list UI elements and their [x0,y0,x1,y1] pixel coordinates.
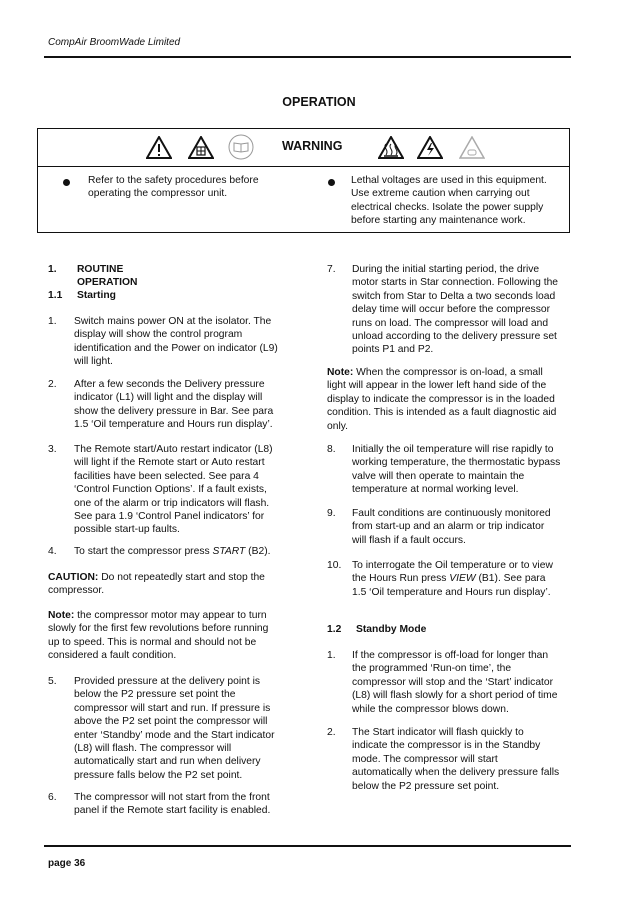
text-line: identification and the Power on indicator (L9) [74,342,278,354]
text-line: Initially the oil temperature will rise rapidly to [352,444,554,455]
item-number: 2. [327,727,336,738]
text-line: Lethal voltages are used in this equipment. [351,175,547,186]
item-number: 4. [48,546,57,557]
text-line: 1.5 ‘Oil temperature and Hours run display’. [352,586,551,598]
text-line: motor starts in Star connection. Following the [352,277,559,289]
item-number: 6. [48,792,57,803]
item-number: 1. [327,650,336,661]
note-label: Note: [327,367,354,378]
text-line: will light. [74,356,113,368]
text-line: temperature at normal working level. [352,484,519,496]
text-line: working temperature, the thermostatic bypass [352,457,561,469]
text-line: the compressor motor may appear to turn [74,610,267,621]
text-line: compressor will start and run. If pressure is [74,702,271,714]
text-line: When the compressor is on-load, a small [353,367,543,378]
text-run: the Hours Run press [352,573,450,585]
text-line: slowly for the first few revolutions before running [48,623,269,635]
text-line: while the compressor blows down. [352,703,509,715]
text-line: panel if the Remote start facility is enabled. [74,805,271,817]
pressure-hazard-icon [459,136,485,159]
text-line: After a few seconds the Delivery pressure [74,379,265,390]
manual-book-icon [228,134,254,160]
text-line: compressor. [48,585,105,597]
text-line: possible start-up faults. [74,524,180,536]
text-line: the programmed ‘Run-on time’, the [352,663,512,675]
text-line: The compressor will not start from the front [74,792,270,803]
text-run: To start the compressor press [74,546,213,557]
text-line: will flash if a fault occurs. [352,534,466,546]
footer-rule [44,845,571,847]
text-line: considered a fault condition. [48,650,177,662]
hazard-triangle-icon [188,136,214,159]
text-line: switch from Star to Delta a two seconds load [352,290,556,302]
text-line: below the P2 pressure set point. [352,780,500,792]
hot-surface-icon [378,136,404,159]
note-left [48,609,308,663]
text-line: automatically when the delivery pressure falls [352,767,560,779]
text-line: will light if the Remote start or Auto restart [74,457,265,469]
warning-triangle-icon [146,136,172,159]
section-number: 1.2 [327,624,342,635]
section-title: ROUTINE OPERATION [77,264,138,289]
text-line: indicator (L1) will light and the display will [74,392,263,404]
button-name: VIEW [449,573,476,585]
item-number: 10. [327,560,342,571]
item-number: 8. [327,444,336,455]
button-name: START [212,546,246,557]
text-line: See para 1.9 ‘Control Panel indicators’ for [74,511,265,523]
text-line: valve will then operate to maintain the [352,470,525,482]
page-number: page 36 [48,858,86,869]
header-rule [44,56,571,58]
text-line: show the delivery pressure in Bar. See para [74,405,274,417]
text-line: ‘Control Function Options’. If a fault exists, [74,484,267,496]
text-line: The Remote start/Auto restart indicator (L8) [74,444,273,455]
caution-label: CAUTION: [48,572,99,583]
text-line: runs on load. The compressor will load and [352,317,549,329]
text-line: If the compressor is off-load for longer than [352,650,549,661]
text-line: automatically start and run when delivery [74,756,261,768]
text-line: compressor will stop and the ‘Start’ indicator [352,676,554,688]
text-line: one of the alarm or trip indicators will flash. [74,497,270,509]
text-line: only. [327,420,348,432]
section-title: Standby Mode [356,624,427,635]
section-title: Starting [77,290,116,301]
text-line: points P1 and P2. [352,344,434,356]
text-line: from start-up and an alarm or trip indicator [352,521,545,533]
text-line: Do not repeatedly start and stop the [98,572,265,583]
text-line: light will appear in the lower left hand side of the [327,380,547,392]
warning-header [38,129,569,167]
note-right [327,366,577,433]
page-title: OPERATION [282,95,356,109]
text-line: operating the compressor unit. [88,188,228,200]
text-line: display will show the control program [74,329,243,341]
bullet-icon [63,179,70,186]
bullet-icon [328,179,335,186]
warning-right-text [351,174,547,228]
company-name: CompAir BroomWade Limited [48,37,181,48]
text-line: To interrogate the Oil temperature or to view [352,560,553,571]
text-line: 1.5 ‘Oil temperature and Hours run display’. [74,419,273,431]
text-line: (L8) will flash. The compressor will [74,743,232,755]
text-line: Use extreme caution when carrying out [351,188,530,200]
section-number: 1.1 [48,290,63,301]
electric-shock-icon [417,136,443,159]
text-line: The Start indicator will flash quickly to [352,727,524,738]
item-number: 5. [48,676,57,687]
text-line: Refer to the safety procedures before [88,175,259,186]
text-line: indicate the compressor is in the Standby [352,740,541,752]
text-run: (B1). See para [475,573,546,585]
item-number: 2. [48,379,57,390]
text-line: unload according to the delivery pressure set [352,331,557,343]
text-line: up to speed. This is normal and should not be [48,636,257,648]
text-line: Switch mains power ON at the isolator. The [74,316,272,327]
item-number: 1. [48,316,57,327]
text-line: before starting any maintenance work. [351,215,526,227]
text-line: enter ‘Standby’ mode and the Start indicator [74,729,275,741]
caution-note [48,571,308,598]
warning-left-text [88,174,259,201]
text-line: (L8) will flash slowly for a short period of time [352,690,558,702]
text-line: During the initial starting period, the drive [352,264,540,275]
text-line: electrical checks. Isolate the power supply [351,201,544,213]
warning-title: WARNING [282,139,343,153]
item-number: 7. [327,264,336,275]
text-line: condition. This is intended as a fault diagnostic aid [327,407,557,419]
text-line: above the P2 set point the compressor will [74,716,268,728]
text-run: (B2). [245,546,271,557]
text-line: facilities have been selected. See para 4 [74,470,259,482]
item-number: 3. [48,444,57,455]
section-number: 1. [48,264,57,275]
text-line: Provided pressure at the delivery point is [74,676,261,687]
item-number: 9. [327,508,336,519]
text-line: display to indicate the compressor is in the loaded [327,393,555,405]
text-line: Fault conditions are continuously monitored [352,508,551,519]
warning-box [37,128,570,233]
note-label: Note: [48,610,75,621]
text-line: delay time will occur before the compressor [352,304,551,316]
text-line: pressure falls below the P2 set point. [74,769,243,781]
text-line: mode. The compressor will start [352,753,498,765]
text-line: below the P2 pressure set point the [74,689,236,701]
